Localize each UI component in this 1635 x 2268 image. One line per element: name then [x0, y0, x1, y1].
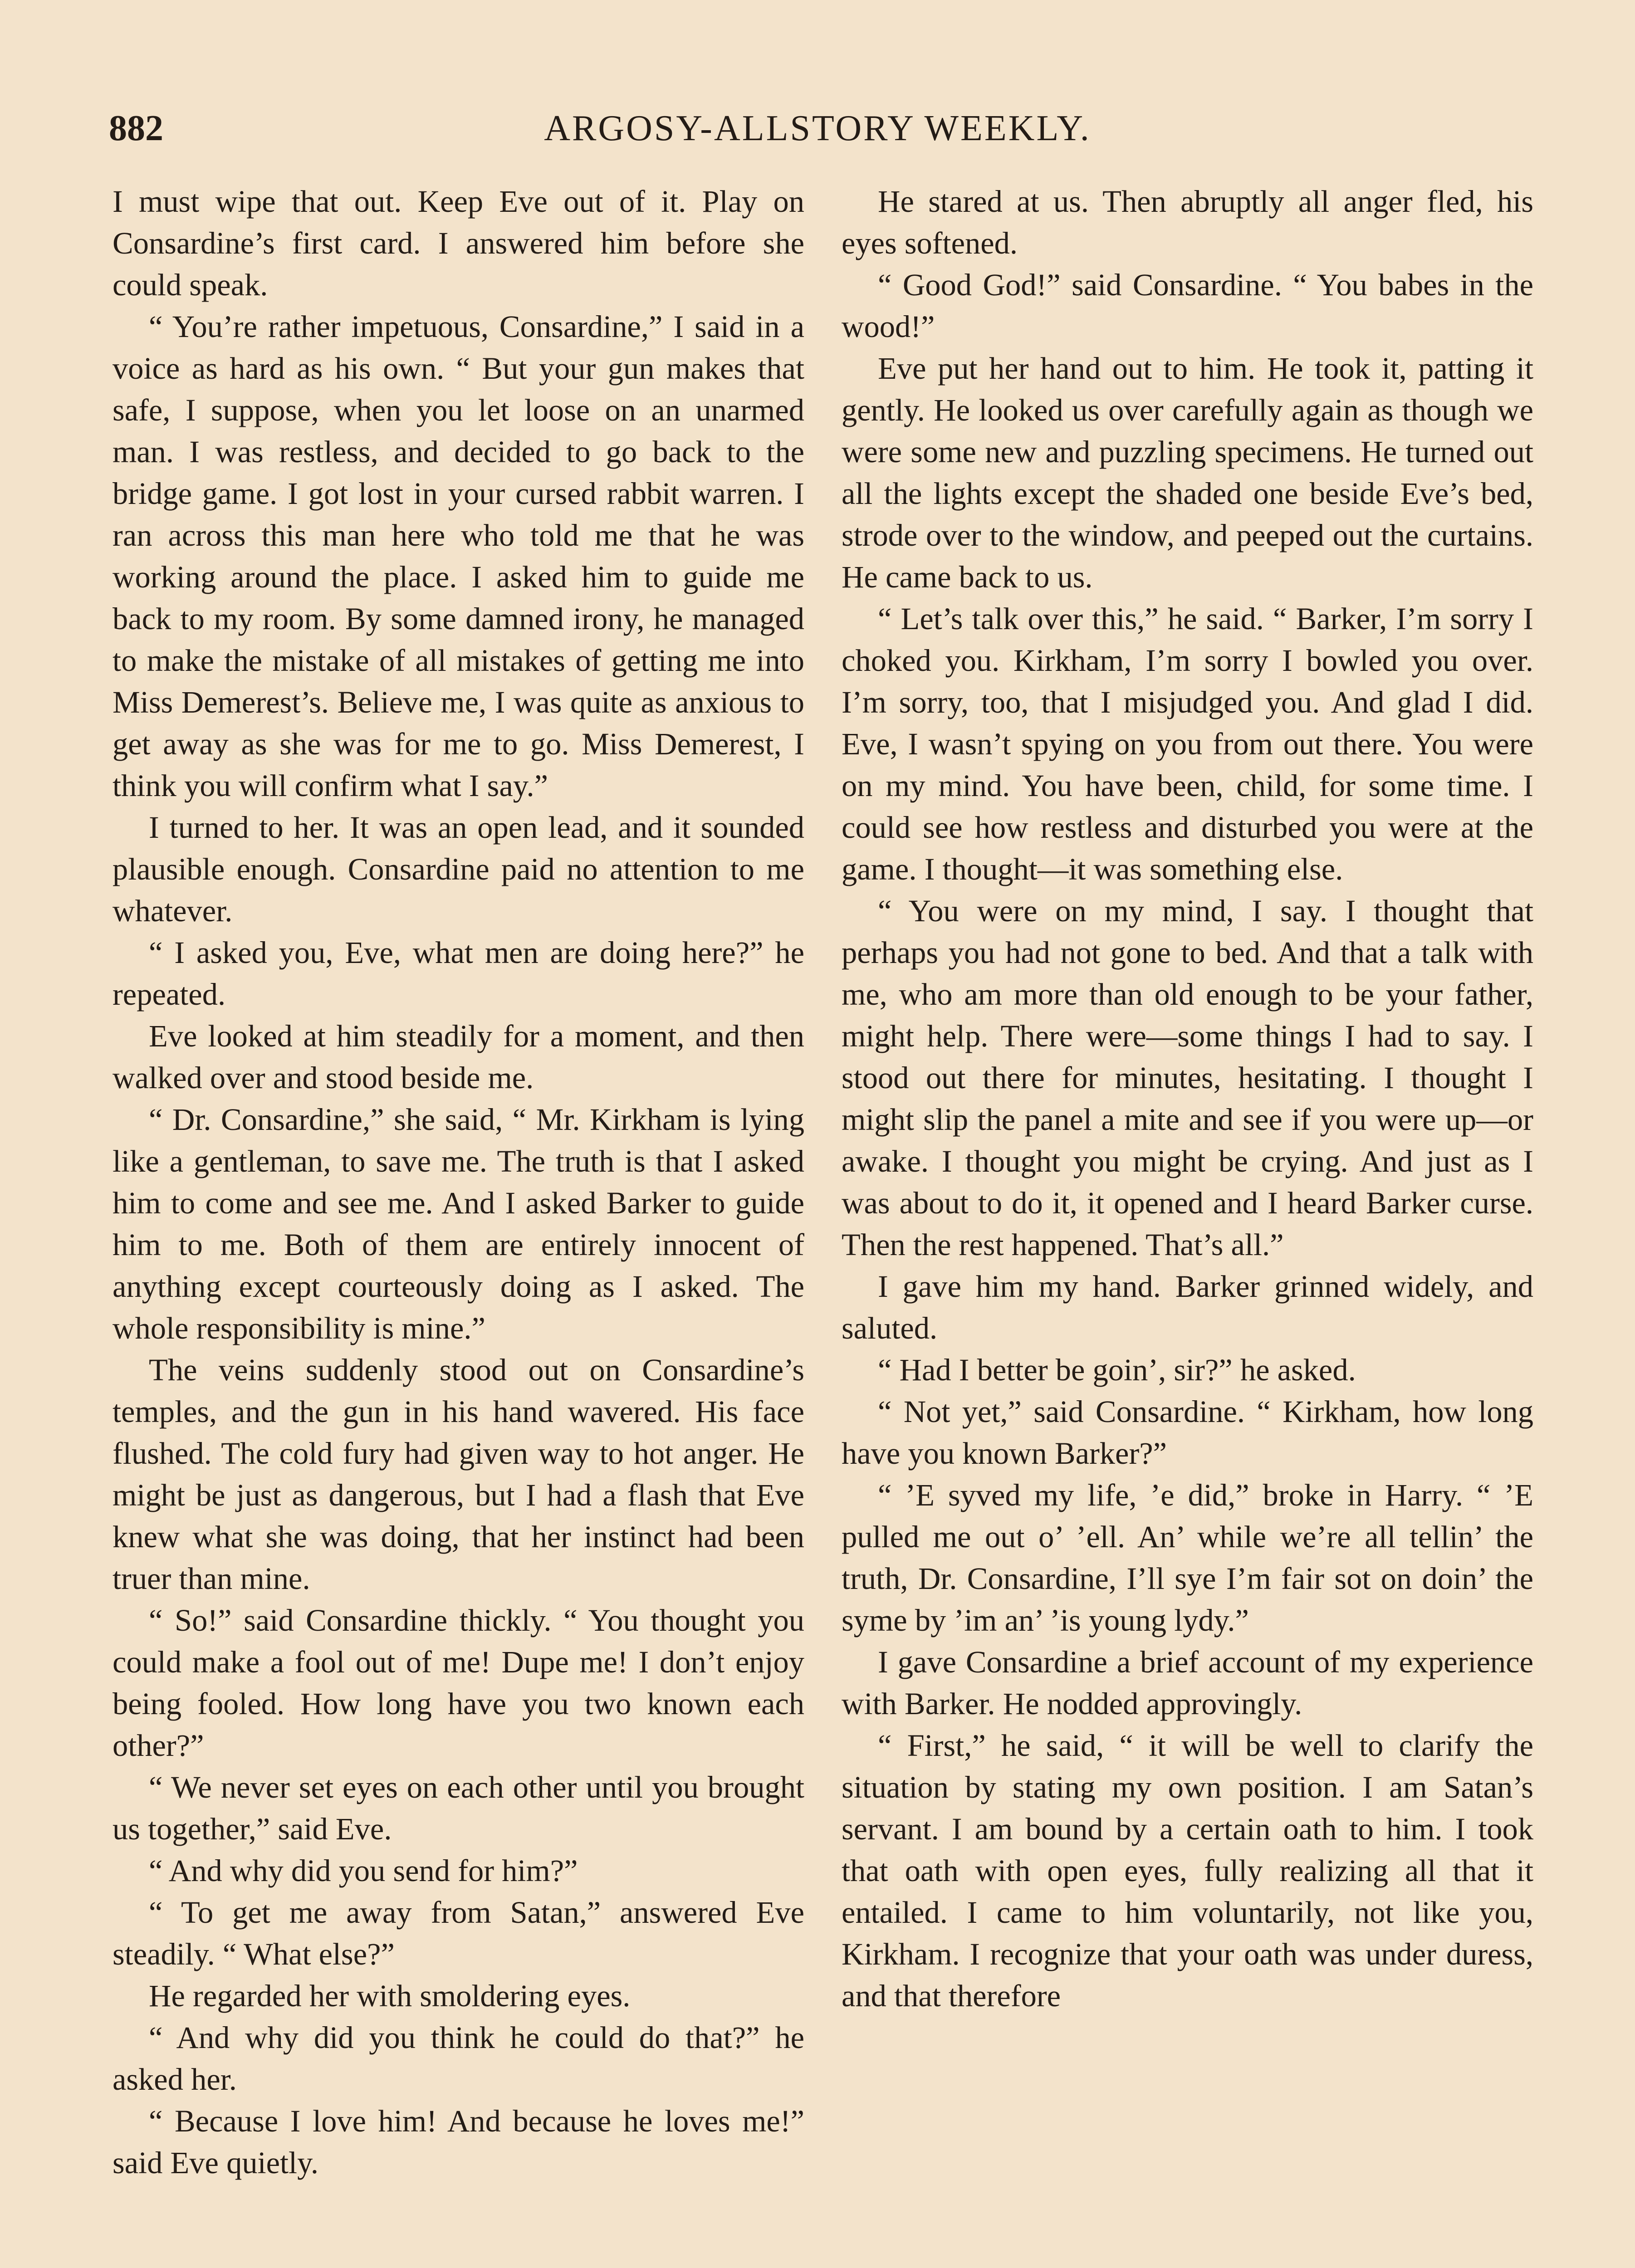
running-title: ARGOSY-ALLSTORY WEEKLY. [544, 108, 1091, 148]
paragraph: “ Good God!” said Consardine. “ You babes in the wood!” [842, 268, 1533, 344]
paragraph: “ To get me away from Satan,” answered Eve steadily. “ What else?” [113, 1895, 804, 1971]
right-column [842, 181, 1533, 2017]
paragraph: I must wipe that out. Keep Eve out of it. Play on Consardine’s first card. I answered him before she could speak. [113, 184, 804, 302]
page-number: 882 [109, 108, 163, 148]
paragraph: I gave him my hand. Barker grinned widely, and saluted. [842, 1269, 1533, 1345]
paragraph: “ Let’s talk over this,” he said. “ Barker, I’m sorry I choked you. Kirkham, I’m sorry I bowled you over. I’m sorry, too, that I misjudged you. And glad I did. Eve, I wasn’t spying on you from out there. You were on my mind. You have been, child, for some time. I could see how restless and disturbed you were at the game. I thought—it was something else. [842, 601, 1533, 886]
paragraph: “ You’re rather impetuous, Consardine,” I said in a voice as hard as his own. “ But your gun makes that safe, I suppose, when you let loose on an unarmed man. I was restless, and decided to go back to the bridge game. I got lost in your cursed rabbit warren. I ran across this man here who told me that he was working around the place. I asked him to guide me back to my room. By some damned irony, he managed to make the mistake of all mistakes of getting me into Miss Demerest’s. Believe me, I was quite as anxious to get away as she was for me to go. Miss Demerest, I think you will confirm what I say.” [113, 309, 804, 803]
left-column [113, 181, 804, 2184]
paragraph: Eve put her hand out to him. He took it, patting it gently. He looked us over carefully again as though we were some new and puzzling specimens. He turned out all the lights except the shaded one beside Eve’s bed, strode over to the window, and peeped out the curtains. He came back to us. [842, 351, 1533, 594]
paragraph: “ So!” said Consardine thickly. “ You thought you could make a fool out of me! Dupe me! I don’t enjoy being fooled. How long have you two known each other?” [113, 1603, 804, 1763]
paragraph: “ And why did you send for him?” [149, 1853, 578, 1888]
paragraph: “ Because I love him! And because he loves me!” said Eve quietly. [113, 2104, 804, 2180]
paragraph: “ ’E syved my life, ’e did,” broke in Harry. “ ’E pulled me out o’ ’ell. An’ while we’re all tellin’ the truth, Dr. Consardine, I’ll sye I’m fair sot on doin’ the syme by ’im an’ ’is young lydy.” [842, 1478, 1533, 1637]
paragraph: “ I asked you, Eve, what men are doing here?” he repeated. [113, 935, 804, 1012]
paragraph: I turned to her. It was an open lead, and it sounded plausible enough. Consardine paid no attention to me whatever. [113, 810, 804, 928]
paragraph: “ First,” he said, “ it will be well to clarify the situation by stating my own position. I am Satan’s servant. I am bound by a certain oath to him. I took that oath with open eyes, fully realizing all that it entailed. I came to him voluntarily, not like you, Kirkham. I recognize that your oath was under duress, and that therefore [842, 1728, 1533, 2013]
paragraph: He stared at us. Then abruptly all anger fled, his eyes softened. [842, 184, 1533, 260]
paragraph: Eve looked at him steadily for a moment, and then walked over and stood beside me. [113, 1019, 804, 1095]
paragraph: I gave Consardine a brief account of my experience with Barker. He nodded approvingly. [842, 1645, 1533, 1721]
paragraph: “ And why did you think he could do that?” he asked her. [113, 2020, 804, 2097]
paragraph: “ We never set eyes on each other until you brought us together,” said Eve. [113, 1770, 804, 1846]
paragraph: “ You were on my mind, I say. I thought that perhaps you had not gone to bed. And that a talk with me, who am more than old enough to be your father, might help. There were—some things I had to say. I stood out there for minutes, hesitating. I thought I might slip the panel a mite and see if you were up—or awake. I thought you might be crying. And just as I was about to do it, it opened and I heard Barker curse. Then the rest happened. That’s all.” [842, 894, 1533, 1262]
paragraph: “ Dr. Consardine,” she said, “ Mr. Kirkham is lying like a gentleman, to save me. The truth is that I asked him to come and see me. And I asked Barker to guide him to me. Both of them are entirely innocent of anything except courteously doing as I asked. The whole responsibility is mine.” [113, 1102, 804, 1345]
paragraph: “ Had I better be goin’, sir?” he asked. [878, 1353, 1356, 1387]
paragraph: He regarded her with smoldering eyes. [149, 1979, 631, 2013]
paragraph: The veins suddenly stood out on Consardine’s temples, and the gun in his hand wavered. His face flushed. The cold fury had given way to hot anger. He might be just as dangerous, but I had a flash that Eve knew what she was doing, that her instinct had been truer than mine. [113, 1353, 804, 1596]
page-header [109, 103, 1526, 153]
paragraph: “ Not yet,” said Consardine. “ Kirkham, how long have you known Barker?” [842, 1394, 1533, 1471]
